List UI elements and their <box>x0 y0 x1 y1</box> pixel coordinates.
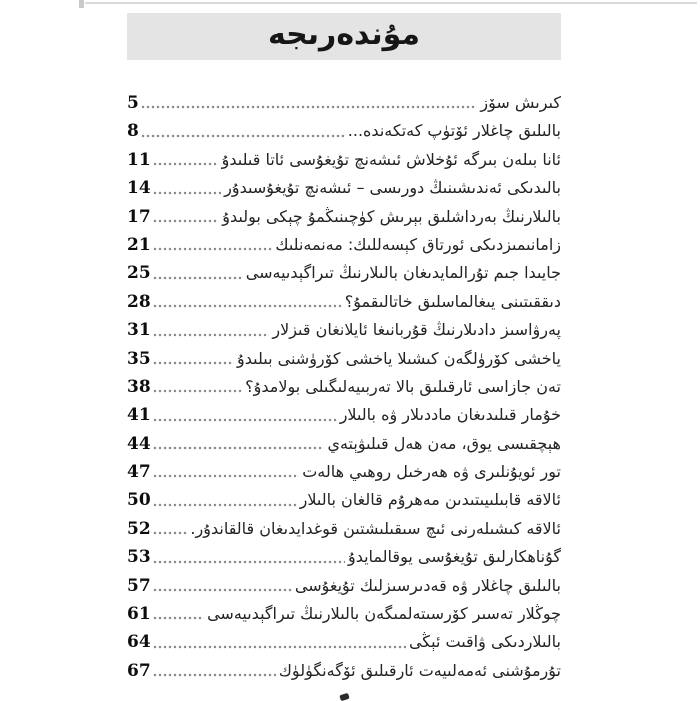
toc-entry-title: پەرۋاسىز دادىلارنىڭ قۇربانىغا ئايلانغان قىزلار <box>272 320 561 340</box>
toc-entry-title: ياخشى كۆرۈلگەن كىشىلا ياخشى كۆرۈشنى بىلىدۇ <box>237 348 561 368</box>
toc-entry-title: ئالاقە قابىلىيىتىدىن مەھرۇم قالغان بالىلار <box>299 490 561 510</box>
dot-leader <box>153 161 219 167</box>
toc-entry-title: گۇناھكارلىق تۇيغۇسى يوقالمايدۇ <box>347 547 561 567</box>
toc-page-number: 28 <box>127 291 151 312</box>
toc-entry <box>127 89 561 117</box>
dot-leader <box>153 502 297 508</box>
toc-entry <box>127 288 561 316</box>
toc-entry-title: تور ئويۇنلىرى ۋە ھەرخىل روھىي ھالەت <box>302 462 561 482</box>
dot-leader <box>153 615 204 621</box>
dot-leader <box>153 218 220 224</box>
toc-entry <box>127 231 561 259</box>
toc-entry <box>127 401 561 429</box>
toc-entry <box>127 345 561 373</box>
toc-page-number: 38 <box>127 376 151 397</box>
toc-entry-title: بالىلىق چاغلار ۋە قەدىرسىزلىك تۇيغۇسى <box>294 575 561 595</box>
toc-entry-title: بالىدىكى ئەندىشىنىڭ دورىسى – ئىشەنچ تۇيغۇسىدۇر <box>224 178 561 198</box>
toc-page-number: 17 <box>127 206 151 227</box>
toc-page-number: 5 <box>127 93 139 113</box>
toc-entry <box>127 259 561 287</box>
toc-page-number: 61 <box>127 604 151 625</box>
toc-page-number: 44 <box>127 433 151 454</box>
toc-entry-title: ئالاقە كىشىلەرنى ئىچ سىقىلىشتىن قوغدايدىغان قالقاندۇر. <box>190 518 561 538</box>
toc-entry-title: ھېچقىسى يوق، مەن ھەل قىلىۋېتەي <box>327 433 561 453</box>
toc-entry-title: تەن جازاسى ئارقىلىق بالا تەربىيەلىگىلى بولامدۇ؟ <box>245 376 561 396</box>
toc-page-number: 11 <box>127 149 151 170</box>
toc-entry <box>127 486 561 514</box>
dot-leader <box>153 473 300 479</box>
toc-entry-title: زامانىمىزدىكى ئورتاق كېسەللىك: مەنمەنلىك <box>275 234 561 254</box>
toc-entry <box>127 430 561 458</box>
dot-leader <box>153 190 221 196</box>
dot-leader <box>153 360 234 366</box>
dot-leader <box>153 530 188 536</box>
toc-entry-title: بالىلىق چاغلار ئۆتۈپ كەتكەندە... <box>347 121 561 141</box>
dot-leader <box>153 587 292 593</box>
toc-page-number: 31 <box>127 320 151 341</box>
toc-entry <box>127 600 561 628</box>
dot-leader <box>153 644 406 650</box>
scan-edge-artifact <box>79 0 84 8</box>
toc-page-number: 67 <box>127 660 151 681</box>
toc-page-number: 57 <box>127 575 151 596</box>
toc-entry <box>127 458 561 486</box>
toc-entry-title: خۇمار قىلىدىغان ماددىلار ۋە بالىلار <box>339 405 561 425</box>
dot-leader <box>153 445 325 451</box>
toc-page-number: 25 <box>127 263 151 284</box>
dot-leader <box>153 672 276 678</box>
toc-entry-title: دىققىتىنى يىغالماسلىق خاتالىقمۇ؟ <box>344 291 561 311</box>
toc-header-bar <box>127 13 561 60</box>
toc-page-number: 50 <box>127 490 151 511</box>
dot-leader <box>141 133 345 139</box>
toc-entry <box>127 146 561 174</box>
dot-leader <box>153 417 337 423</box>
dot-leader <box>153 332 270 338</box>
toc-entry <box>127 316 561 344</box>
toc-entry <box>127 628 561 656</box>
toc-page-number: 53 <box>127 547 151 568</box>
dot-leader <box>153 388 243 394</box>
toc-entry-title: بالىلارنىڭ بەرداشلىق بېرىش كۈچىنىڭمۇ چېكى بولىدۇ <box>222 206 561 226</box>
dot-leader <box>141 104 478 110</box>
dot-leader <box>153 275 243 281</box>
page-top-border <box>85 2 697 4</box>
toc-entry <box>127 515 561 543</box>
toc-page-number: 47 <box>127 462 151 483</box>
toc-entry <box>127 203 561 231</box>
toc-entry <box>127 117 561 145</box>
page-title: مۇندەرىجە <box>267 16 421 52</box>
toc-page-number: 14 <box>127 178 151 199</box>
toc-entry <box>127 373 561 401</box>
toc-entry-title: ئانا بىلەن بىرگە ئۇخلاش ئىشەنچ تۇيغۇسى ئاتا قىلىدۇ <box>221 149 561 169</box>
dot-leader <box>153 303 342 309</box>
toc-page-number: 64 <box>127 632 151 653</box>
toc-entry-title: تۇرمۇشنى ئەمەلىيەت ئارقىلىق ئۆگەنگۈلۈك <box>278 660 561 680</box>
toc-page-number: 8 <box>127 121 139 142</box>
toc-page-number: 52 <box>127 518 151 539</box>
toc-entry <box>127 174 561 202</box>
toc-entry-title: جايىدا جىم تۇرالمايدىغان بالىلارنىڭ تىراگېدىيەسى <box>245 263 561 283</box>
dot-leader <box>153 559 345 565</box>
toc-page-number: 41 <box>127 405 151 426</box>
toc-page-number: 21 <box>127 234 151 255</box>
toc-entry-title: بالىلاردىكى ۋاقىت ئېڭى <box>408 632 561 652</box>
toc-entry-title: چوڭلار تەسىر كۆرسىتەلمىگەن بالىلارنىڭ تىراگېدىيەسى <box>207 604 561 624</box>
toc-list <box>127 89 561 685</box>
toc-entry <box>127 572 561 600</box>
toc-entry <box>127 543 561 571</box>
toc-page-number: 35 <box>127 348 151 369</box>
toc-entry <box>127 657 561 685</box>
dot-leader <box>153 246 273 252</box>
toc-entry-title: كىرىش سۆز <box>480 93 561 112</box>
